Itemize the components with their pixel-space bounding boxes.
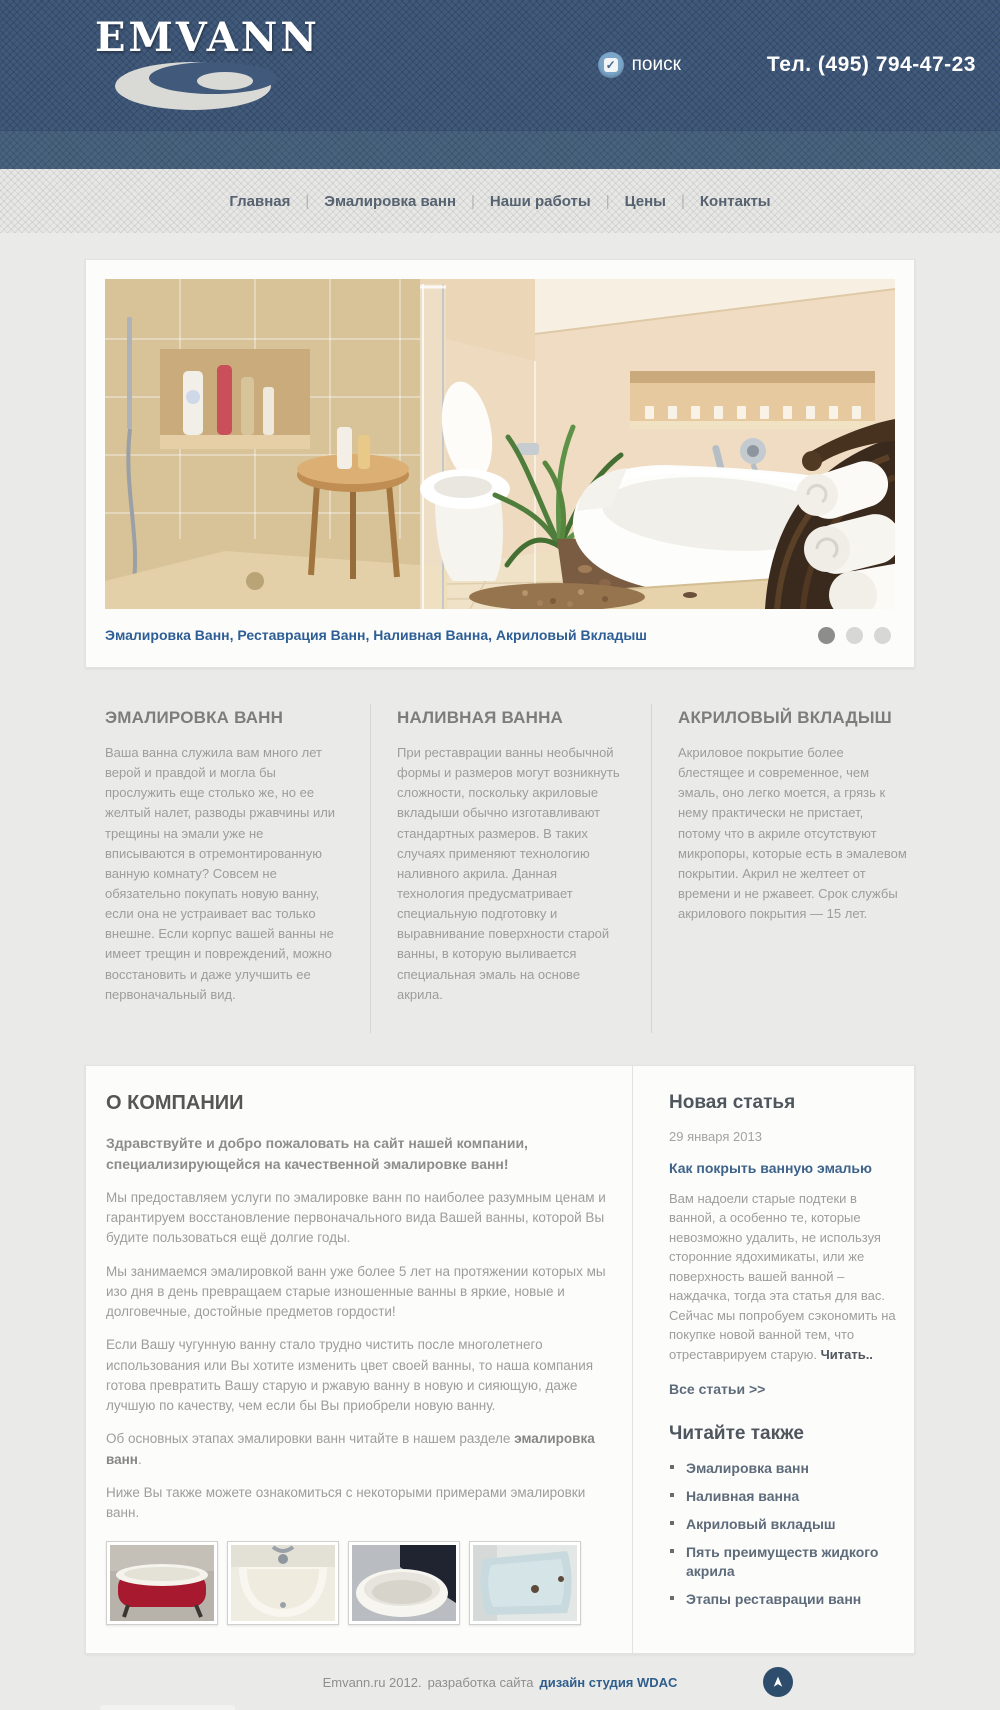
nav-separator: |	[680, 192, 685, 210]
slider-dot-3[interactable]	[874, 627, 891, 644]
read-also-item-restoration-stages[interactable]: Этапы реставрации ванн	[669, 1590, 896, 1609]
read-also-item-five-advantages[interactable]: Пять преимуществ жидкого акрила	[669, 1543, 896, 1581]
about-link-post: .	[137, 1451, 142, 1467]
thumb-red-clawfoot-tub[interactable]	[106, 1541, 218, 1625]
thumb-white-tub-faucet[interactable]	[227, 1541, 339, 1625]
about-lead: Здравствуйте и добро пожаловать на сайт нашей компании, специализирующейся на качественной эмалировке ванн!	[106, 1134, 528, 1172]
up-arrow-icon	[770, 1674, 786, 1690]
slider-card	[85, 259, 915, 668]
nav-item-home[interactable]: Главная	[229, 192, 291, 210]
nav-band	[0, 169, 1000, 233]
about-title: О КОМПАНИИ	[106, 1091, 244, 1114]
scroll-to-top-button[interactable]	[763, 1667, 793, 1697]
main-nav	[229, 193, 770, 210]
service-title: НАЛИВНАЯ ВАННА	[397, 708, 564, 727]
slider-dot-1[interactable]	[818, 627, 835, 644]
about-paragraph: Если Вашу чугунную ванну стало трудно чистить после многолетнего использования или Вы хотите изменить цвет своей ванны, то наша компания готова превратить Вашу старую и ржавую ванну в новую и сияющую, даже лучшую по качеству, чем если бы Вы приобрели новую ванну.	[106, 1337, 594, 1414]
phone-number: Тел. (495) 794-47-23	[766, 53, 976, 76]
nav-item-prices[interactable]: Цены	[624, 192, 666, 210]
footer	[0, 1654, 1000, 1710]
all-articles-link[interactable]: Все статьи >>	[669, 1381, 766, 1398]
search-label: поиск	[631, 54, 681, 75]
site-header	[0, 0, 1000, 130]
service-text: Ваша ванна служила вам много лет верой и правдой и могла бы прослужить еще столько же, но ее желтый налет, разводы ржавчины или трещины на эмали уже не вписываются в отремонтированную ванную комнату? Совсем не обязательно покупать новую ванну, если она не устраивает вас только внешне. Если корпус вашей ванны не имеет трещин и повреждений, можно восстановить и даже улучшить ее первоначальный вид.	[105, 745, 336, 1002]
thumb-oval-tub-corner[interactable]	[348, 1541, 460, 1625]
about-paragraph: Мы предоставляем услуги по эмалировке ванн по наиболее разумным ценам и гарантируем восстановление первоначального вида Вашей ванны, которой Вы будите пользоваться ещё долгие годы.	[106, 1189, 606, 1246]
thumb-light-blue-tub[interactable]	[469, 1541, 581, 1625]
service-text: Акриловое покрытие более блестящее и современное, чем эмаль, оно легко моется, а грязь к нему практически не пристает, потому что в акриле отсутствуют микропоры, которые есть в эмалевом покрытии. Акрил не желтеет от времени и не ржавеет. Срок службы акрилового покрытия — 15 лет.	[678, 745, 907, 922]
slider-dot-2[interactable]	[846, 627, 863, 644]
service-enameling	[85, 704, 370, 1033]
service-title: ЭМАЛИРОВКА ВАНН	[105, 708, 284, 727]
site-logo[interactable]	[95, 14, 325, 112]
article-date: 29 января 2013	[669, 1128, 762, 1144]
logo-swoosh-icon	[113, 60, 278, 112]
read-also-item-liquid-bath[interactable]: Наливная ванна	[669, 1487, 896, 1506]
logo-wordmark: EMVANN	[95, 14, 320, 61]
search-icon: ✓	[598, 52, 624, 78]
about-paragraph-with-link	[106, 1429, 606, 1470]
examples-gallery	[106, 1541, 606, 1625]
service-title: АКРИЛОВЫЙ ВКЛАДЫШ	[678, 708, 892, 727]
article-excerpt-text: Вам надоели старые подтеки в ванной, а особенно те, которые невозможно удалить, не используя сторонние ядохимикаты, или же поверхность вашей ванной – наждачка, тогда эта статья для вас. Сейчас мы попробуем сэкономить на покупке новой ванной тем, что отреставрируем старую.	[669, 1190, 896, 1362]
search-control[interactable]	[598, 52, 681, 78]
nav-item-our-works[interactable]: Наши работы	[489, 192, 591, 210]
read-also-item-acrylic-liner[interactable]: Акриловый вкладыш	[669, 1515, 896, 1534]
nav-item-enameling[interactable]: Эмалировка ванн	[324, 192, 457, 210]
footer-credit-link[interactable]: дизайн студия WDAC	[539, 1674, 678, 1690]
new-article-title: Новая статья	[669, 1091, 796, 1113]
read-also-title: Читайте также	[669, 1423, 804, 1445]
nav-separator: |	[305, 192, 310, 210]
slider-bathroom-photo	[105, 279, 895, 609]
footer-copyright: Emvann.ru 2012.	[322, 1674, 422, 1690]
nav-separator: |	[605, 192, 610, 210]
service-acrylic-liner	[651, 704, 915, 1033]
slider-dots	[818, 627, 891, 644]
service-text: При реставрации ванны необычной формы и размеров могут возникнуть сложности, поскольку акриловые вкладыши обычно изготавливают стандартных размеров. В таких случаях применяют технологию наливного акрила. Данная технология предусматривает специальную подготовку и выравнивание поверхности старой ванны, в которую выливается специальная эмаль на основе акрила.	[397, 745, 620, 1002]
nav-separator: |	[471, 192, 475, 210]
about-company-section	[86, 1066, 633, 1654]
article-excerpt	[669, 1189, 896, 1365]
about-card	[85, 1065, 915, 1655]
about-paragraph: Мы занимаемся эмалировкой ванн уже более 5 лет на протяжении которых мы изо дня в день превращаем старые изношенные ванны в яркие, новые и долговечные, достойные предметов гордости!	[106, 1263, 606, 1320]
read-also-list	[669, 1459, 896, 1608]
about-link-pre: Об основных этапах эмалировки ванн читайте в нашем разделе	[106, 1431, 515, 1447]
slider-caption: Эмалировка Ванн, Реставрация Ванн, Наливная Ванна, Акриловый Вкладыш	[105, 627, 647, 643]
about-paragraph: Ниже Вы также можете ознакомиться с некоторыми примерами эмалировки ванн.	[106, 1484, 586, 1521]
service-liquid-acrylic	[370, 704, 651, 1033]
footer-bottom-strip	[100, 1705, 235, 1710]
nav-item-contacts[interactable]: Контакты	[699, 192, 771, 210]
read-also-item-enameling[interactable]: Эмалировка ванн	[669, 1459, 896, 1478]
header-right-group	[598, 52, 1000, 78]
header-sub-band	[0, 130, 1000, 169]
services-section	[85, 704, 915, 1033]
article-link[interactable]: Как покрыть ванную эмалью	[669, 1159, 872, 1176]
read-more-link[interactable]: Читать..	[820, 1346, 873, 1362]
sidebar	[633, 1066, 914, 1654]
footer-credit-pre: разработка сайта	[427, 1674, 534, 1690]
enameling-section-link[interactable]: эмалировка ванн	[106, 1431, 595, 1467]
